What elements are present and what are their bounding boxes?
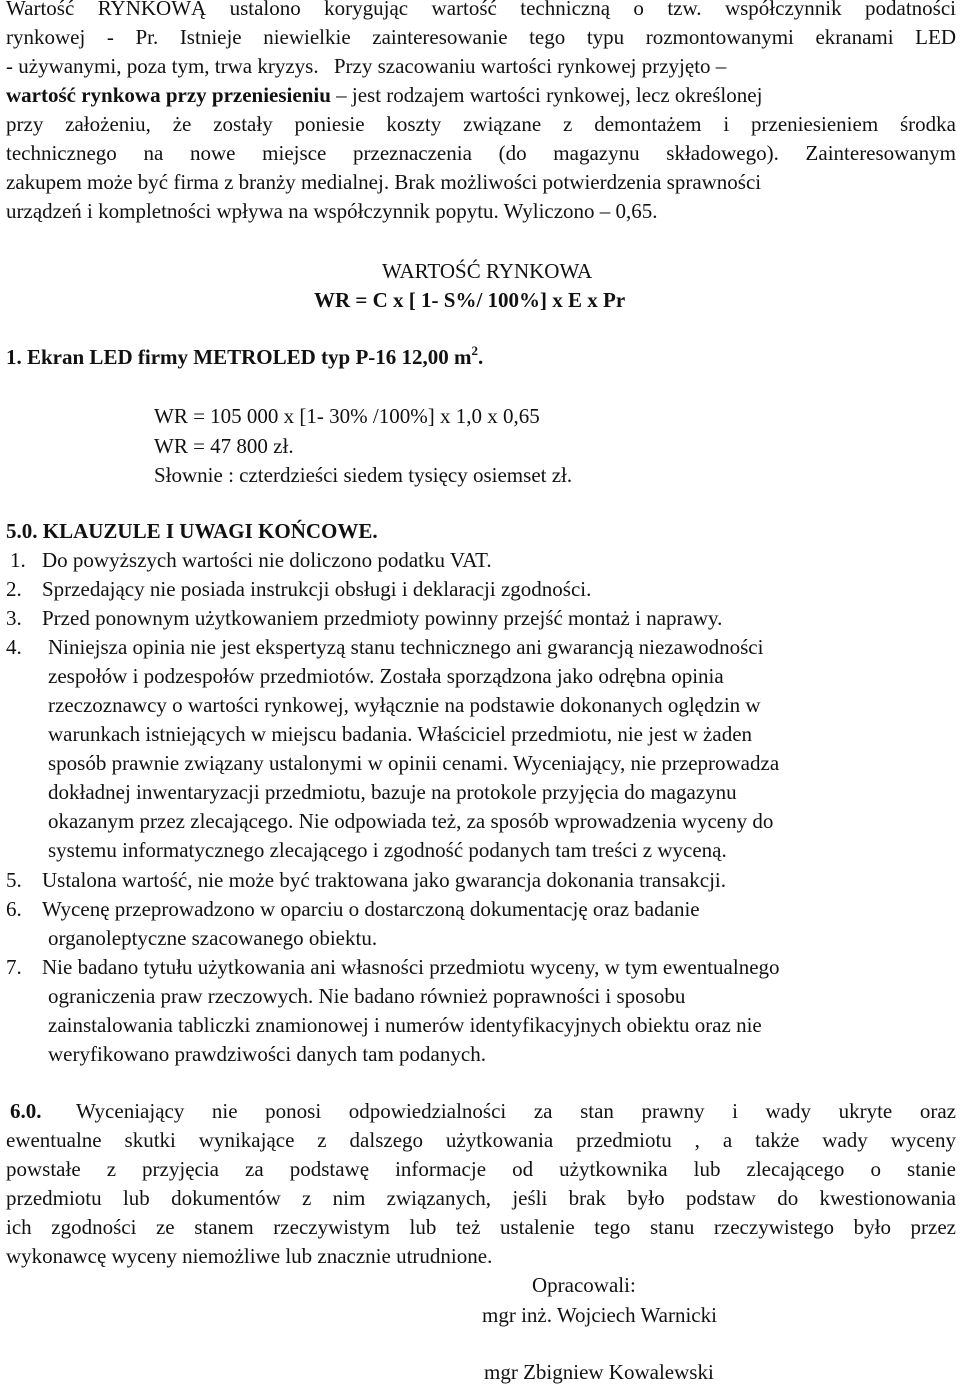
section-6-line-3: powstałe z przyjęcia za podstawę informacje od użytkownika lub zlecającego o stanie xyxy=(6,1157,956,1181)
formula-title: WARTOŚĆ RYNKOWA xyxy=(382,259,593,283)
section-6-line-5: ich zgodności ze stanem rzeczywistym lub też ustalenie tego stanu rzeczywistego było przez xyxy=(6,1215,956,1239)
prepared-by-label: Opracowali: xyxy=(532,1273,636,1297)
list-item-2: Sprzedający nie posiada instrukcji obsługi i deklaracji zgodności. xyxy=(42,577,592,601)
section-6-line-1: Wyceniający nie ponosi odpowiedzialności za stan prawny i wady ukryte oraz xyxy=(76,1099,956,1123)
section-6-line-6: wykonawcę wyceny niemożliwe lub znacznie utrudnione. xyxy=(6,1244,493,1268)
list-item-6-line-2: organoleptyczne szacowanego obiektu. xyxy=(48,926,378,950)
list-item-2-num: 2. xyxy=(6,577,22,601)
author-1: mgr inż. Wojciech Warnicki xyxy=(482,1303,717,1327)
author-2: mgr Zbigniew Kowalewski xyxy=(484,1360,714,1384)
list-item-1-num: 1. xyxy=(10,548,26,572)
list-item-5-num: 5. xyxy=(6,868,22,892)
list-item-1: Do powyższych wartości nie doliczono podatku VAT. xyxy=(42,548,492,572)
item-1-words: Słownie : czterdzieści siedem tysięcy osiemset zł. xyxy=(154,463,573,487)
item-1-calc-2: WR = 47 800 zł. xyxy=(154,434,294,458)
list-item-4-line-7: okazanym przez zlecającego. Nie odpowiada też, za sposób wprowadzenia wyceny do xyxy=(48,809,774,833)
list-item-6-num: 6. xyxy=(6,897,22,921)
list-item-7-num: 7. xyxy=(6,955,22,979)
list-item-4-line-5: sposób prawnie związany ustalonymi w opinii cenami. Wyceniający, nie przeprowadza xyxy=(48,751,780,775)
formula-expression: WR = C x [ 1- S%/ 100%] x E x Pr xyxy=(314,288,626,312)
list-item-7-line-2: ograniczenia praw rzeczowych. Nie badano również poprawności i sposobu xyxy=(48,984,686,1008)
list-item-7-line-4: weryfikowano prawdziwości danych tam podanych. xyxy=(48,1042,486,1066)
intro-line-8: urządzeń i kompletności wpływa na współczynnik popytu. Wyliczono – 0,65. xyxy=(6,199,658,223)
section-6-line-4: przedmiotu lub dokumentów z nim związanych, jeśli brak było podstaw do kwestionowania xyxy=(6,1186,956,1210)
list-item-4-line-4: warunkach istniejących w miejscu badania. Właściciel przedmiotu, nie jest w żaden xyxy=(48,722,753,746)
item-1-calc-1: WR = 105 000 x [1- 30% /100%] x 1,0 x 0,65 xyxy=(154,404,540,428)
intro-line-6: technicznego na nowe miejsce przeznaczenia (do magazynu składowego). Zainteresowanym xyxy=(6,141,956,165)
list-item-4-line-2: zespołów i podzespołów przedmiotów. Została sporządzona jako odrębna opinia xyxy=(48,664,724,688)
list-item-4-line-8: systemu informatycznego zlecającego i zgodność podanych tam treści z wyceną. xyxy=(48,838,727,862)
intro-line-3: - używanymi, poza tym, trwa kryzys. Przy szacowaniu wartości rynkowej przyjęto – xyxy=(6,54,727,78)
intro-line-4: wartość rynkowa przy przeniesieniu – jest rodzajem wartości rynkowej, lecz określonej xyxy=(6,83,763,107)
list-item-5: Ustalona wartość, nie może być traktowana jako gwarancja dokonania transakcji. xyxy=(42,868,726,892)
list-item-4-line-3: rzeczoznawcy o wartości rynkowej, wyłącznie na podstawie dokonanych oględzin w xyxy=(48,693,761,717)
list-item-6-line-1: Wycenę przeprowadzono w oparciu o dostarczoną dokumentację oraz badanie xyxy=(42,897,700,921)
intro-line-5: przy założeniu, że zostały poniesie koszty związane z demontażem i przeniesieniem środka xyxy=(6,112,956,136)
intro-line-1: Wartość RYNKOWĄ ustalono korygując wartość techniczną o tzw. współczynnik podatności xyxy=(6,0,956,20)
list-item-4-line-6: dokładnej inwentaryzacji przedmiotu, bazuje na protokole przyjęcia do magazynu xyxy=(48,780,737,804)
item-1-heading: 1. Ekran LED firmy METROLED typ P-16 12,00 $m^2$. xyxy=(6,343,484,369)
intro-line-2: rynkowej - Pr. Istnieje niewielkie zainteresowanie tego typu rozmontowanymi ekranami LED xyxy=(6,25,956,49)
list-item-3: Przed ponownym użytkowaniem przedmioty powinny przejść montaż i naprawy. xyxy=(42,606,723,630)
section-5-heading: 5.0. KLAUZULE I UWAGI KOŃCOWE. xyxy=(6,519,378,543)
market-value-term: wartość rynkowa przy przeniesieniu xyxy=(6,83,331,107)
section-6-number: 6.0. xyxy=(10,1099,42,1123)
list-item-7-line-1: Nie badano tytułu użytkowania ani własności przedmiotu wyceny, w tym ewentualnego xyxy=(42,955,780,979)
list-item-4-num: 4. xyxy=(6,635,22,659)
list-item-7-line-3: zainstalowania tabliczki znamionowej i numerów identyfikacyjnych obiektu oraz nie xyxy=(48,1013,762,1037)
section-6-line-2: ewentualne skutki wynikające z dalszego użytkowania przedmiotu , a także wady wyceny xyxy=(6,1128,956,1152)
list-item-3-num: 3. xyxy=(6,606,22,630)
list-item-4-line-1: Niniejsza opinia nie jest ekspertyzą stanu technicznego ani gwarancją niezawodności xyxy=(48,635,764,659)
intro-line-7: zakupem może być firma z branży medialnej. Brak możliwości potwierdzenia sprawności xyxy=(6,170,762,194)
